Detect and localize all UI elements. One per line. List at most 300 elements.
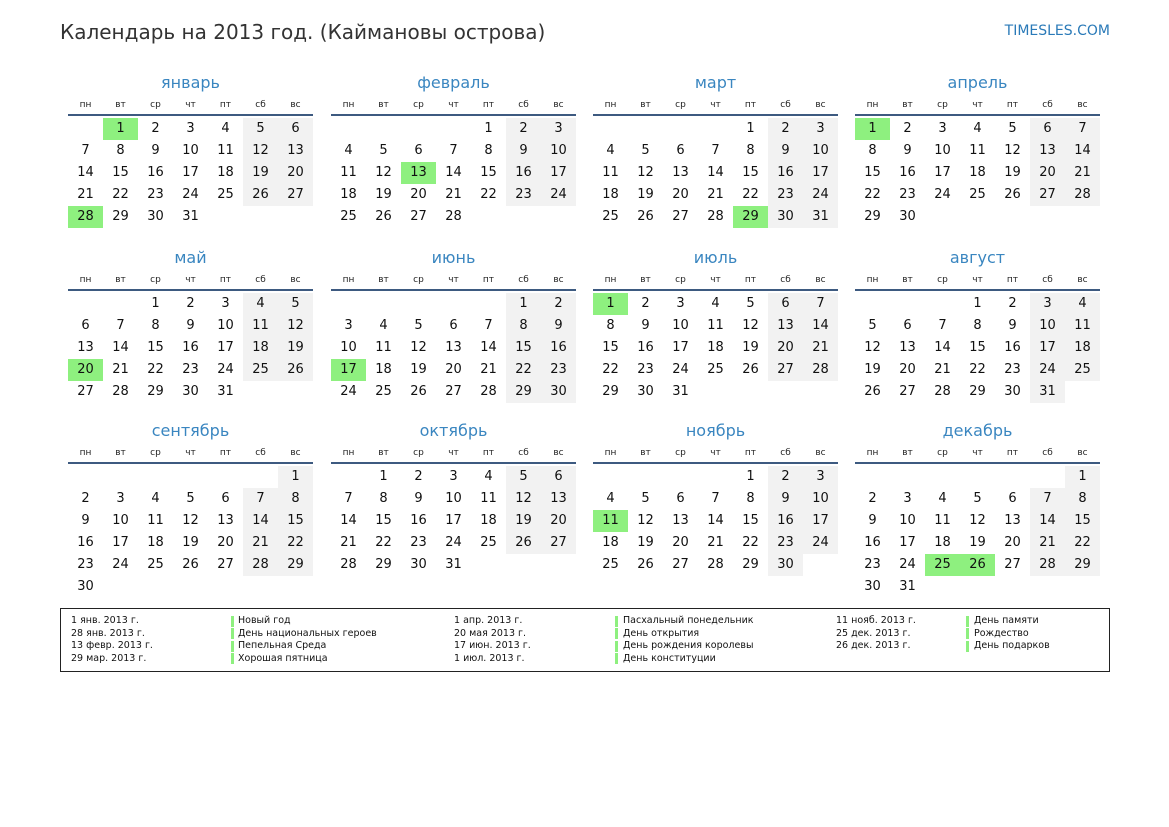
day-cell: 20 — [672, 187, 689, 202]
day-cell: 30 — [768, 554, 803, 576]
day-cell: 22 — [112, 187, 129, 202]
day-cell: 18 — [147, 535, 164, 550]
day-cell: 19 — [1004, 165, 1021, 180]
day-cell: 9 — [81, 513, 90, 528]
day-cell: 14 — [1030, 510, 1065, 532]
day-cell: 25 — [1065, 359, 1100, 381]
day-cell: 16 — [864, 535, 881, 550]
day-cell: 7 — [711, 143, 720, 158]
day-cell: 1 — [484, 121, 493, 136]
day-cell: 27 — [899, 384, 916, 399]
weekday-label: чт — [448, 100, 459, 110]
day-cell: 20 — [1004, 535, 1021, 550]
day-cell: 9 — [186, 318, 195, 333]
day-cell: 27 — [541, 532, 576, 554]
month-block — [593, 73, 838, 228]
holiday-day-cell: 28 — [68, 206, 103, 228]
day-cell: 16 — [1004, 340, 1021, 355]
day-cell: 9 — [414, 491, 423, 506]
day-cell: 29 — [969, 384, 986, 399]
day-cell: 15 — [147, 340, 164, 355]
day-cell: 4 — [344, 143, 353, 158]
weekday-label: ср — [675, 448, 686, 458]
legend-holiday-name: Пасхальный понедельник — [623, 615, 754, 626]
empty-cell — [698, 466, 733, 488]
day-cell: 3 — [541, 118, 576, 140]
day-cell: 6 — [676, 143, 685, 158]
day-cell: 26 — [864, 384, 881, 399]
empty-cell — [628, 118, 663, 140]
holiday-day-cell: 20 — [68, 359, 103, 381]
legend-marker — [231, 628, 234, 639]
day-cell: 30 — [1004, 384, 1021, 399]
day-cell: 7 — [344, 491, 353, 506]
day-cell: 27 — [672, 209, 689, 224]
day-cell: 6 — [414, 143, 423, 158]
weekday-label: сб — [518, 275, 529, 285]
day-cell: 27 — [77, 384, 94, 399]
weekday-label: ср — [937, 275, 948, 285]
day-cell: 7 — [803, 293, 838, 315]
weekday-label: сб — [518, 100, 529, 110]
empty-cell — [401, 293, 436, 315]
day-cell: 26 — [410, 384, 427, 399]
empty-cell — [890, 466, 925, 488]
day-cell: 28 — [707, 557, 724, 572]
day-grid — [331, 118, 576, 228]
day-cell: 29 — [112, 209, 129, 224]
month-name: март — [694, 73, 737, 92]
month-name: июль — [693, 248, 738, 267]
day-cell: 17 — [445, 513, 462, 528]
empty-cell — [925, 466, 960, 488]
day-cell: 3 — [803, 118, 838, 140]
day-cell: 28 — [480, 384, 497, 399]
weekday-label: вс — [815, 275, 826, 285]
legend-date: 20 мая 2013 г. — [454, 627, 527, 639]
day-cell: 5 — [641, 491, 650, 506]
day-cell: 26 — [375, 209, 392, 224]
weekday-label: ср — [413, 100, 424, 110]
day-cell: 11 — [340, 165, 357, 180]
day-cell: 10 — [217, 318, 234, 333]
weekday-header — [593, 98, 838, 116]
day-cell: 8 — [484, 143, 493, 158]
day-cell: 12 — [182, 513, 199, 528]
day-cell: 26 — [506, 532, 541, 554]
day-cell: 8 — [868, 143, 877, 158]
day-cell: 16 — [182, 340, 199, 355]
day-cell: 31 — [803, 206, 838, 228]
day-cell: 19 — [864, 362, 881, 377]
day-cell: 1 — [506, 293, 541, 315]
day-cell: 21 — [77, 187, 94, 202]
weekday-label: вт — [902, 275, 913, 285]
day-cell: 8 — [1065, 488, 1100, 510]
day-cell: 19 — [182, 535, 199, 550]
weekday-label: вс — [1077, 275, 1088, 285]
legend-marker — [615, 653, 618, 664]
day-cell: 17 — [803, 510, 838, 532]
legend-date: 1 янв. 2013 г. — [71, 615, 139, 626]
empty-cell — [995, 466, 1030, 488]
weekday-label: вс — [1077, 100, 1088, 110]
empty-cell — [103, 293, 138, 315]
day-cell: 22 — [506, 359, 541, 381]
day-cell: 15 — [864, 165, 881, 180]
weekday-header — [593, 446, 838, 464]
empty-cell — [331, 466, 366, 488]
day-cell: 27 — [768, 359, 803, 381]
day-cell: 5 — [186, 491, 195, 506]
day-cell: 21 — [803, 337, 838, 359]
empty-cell — [103, 466, 138, 488]
legend-date: 1 апр. 2013 г. — [454, 615, 523, 626]
day-cell: 5 — [414, 318, 423, 333]
day-cell: 5 — [379, 143, 388, 158]
day-cell: 25 — [243, 359, 278, 381]
day-grid — [855, 466, 1100, 598]
day-cell: 11 — [707, 318, 724, 333]
day-cell: 19 — [637, 187, 654, 202]
day-cell: 30 — [182, 384, 199, 399]
day-cell: 18 — [602, 535, 619, 550]
day-cell: 2 — [768, 118, 803, 140]
day-cell: 24 — [1030, 359, 1065, 381]
weekday-label: вт — [640, 275, 651, 285]
day-cell: 23 — [410, 535, 427, 550]
day-cell: 30 — [864, 579, 881, 594]
day-cell: 18 — [934, 535, 951, 550]
day-cell: 13 — [672, 513, 689, 528]
day-cell: 30 — [147, 209, 164, 224]
day-cell: 24 — [934, 187, 951, 202]
weekday-label: ср — [675, 100, 686, 110]
day-cell: 15 — [742, 513, 759, 528]
weekday-label: вт — [115, 275, 126, 285]
legend-marker — [615, 616, 618, 627]
weekday-label: ср — [413, 448, 424, 458]
day-cell: 10 — [112, 513, 129, 528]
legend-marker — [615, 628, 618, 639]
day-cell: 13 — [1004, 513, 1021, 528]
day-cell: 31 — [182, 209, 199, 224]
legend-marker — [966, 616, 969, 627]
day-cell: 30 — [637, 384, 654, 399]
day-cell: 1 — [973, 296, 982, 311]
weekday-label: пн — [866, 275, 879, 285]
day-cell: 3 — [116, 491, 125, 506]
day-cell: 21 — [707, 187, 724, 202]
empty-cell — [1030, 466, 1065, 488]
day-cell: 23 — [541, 359, 576, 381]
day-cell: 16 — [899, 165, 916, 180]
day-cell: 20 — [672, 535, 689, 550]
legend-marker — [231, 653, 234, 664]
empty-cell — [138, 466, 173, 488]
day-cell: 14 — [707, 513, 724, 528]
day-cell: 21 — [340, 535, 357, 550]
day-cell: 10 — [803, 140, 838, 162]
day-cell: 11 — [969, 143, 986, 158]
day-cell: 18 — [480, 513, 497, 528]
day-cell: 10 — [340, 340, 357, 355]
month-block — [855, 73, 1100, 228]
day-cell: 19 — [969, 535, 986, 550]
weekday-label: пт — [744, 100, 757, 110]
day-cell: 31 — [672, 384, 689, 399]
day-cell: 20 — [445, 362, 462, 377]
day-cell: 3 — [221, 296, 230, 311]
day-cell: 9 — [768, 488, 803, 510]
empty-cell — [68, 466, 103, 488]
legend-holiday-name: День памяти — [974, 615, 1039, 626]
day-cell: 29 — [602, 384, 619, 399]
day-cell: 6 — [221, 491, 230, 506]
day-cell: 11 — [147, 513, 164, 528]
month-block — [855, 421, 1100, 598]
holiday-day-cell: 1 — [103, 118, 138, 140]
weekday-label: вс — [553, 100, 564, 110]
day-grid — [593, 118, 838, 228]
day-cell: 26 — [278, 359, 313, 381]
legend-date: 28 янв. 2013 г. — [71, 627, 145, 639]
weekday-label: пн — [79, 275, 92, 285]
empty-cell — [68, 293, 103, 315]
weekday-label: сб — [1042, 100, 1053, 110]
day-cell: 5 — [506, 466, 541, 488]
weekday-label: вт — [902, 448, 913, 458]
weekday-label: пт — [482, 100, 495, 110]
weekday-label: вс — [290, 448, 301, 458]
day-cell: 6 — [541, 466, 576, 488]
day-cell: 20 — [278, 162, 313, 184]
day-cell: 17 — [112, 535, 129, 550]
day-cell: 2 — [414, 469, 423, 484]
day-cell: 17 — [672, 340, 689, 355]
weekday-header — [855, 446, 1100, 464]
day-cell: 25 — [707, 362, 724, 377]
empty-cell — [698, 118, 733, 140]
day-cell: 14 — [480, 340, 497, 355]
weekday-header — [68, 273, 313, 291]
day-cell: 8 — [278, 488, 313, 510]
weekday-header — [855, 273, 1100, 291]
weekday-label: ср — [150, 448, 161, 458]
day-cell: 4 — [606, 143, 615, 158]
day-cell: 16 — [147, 165, 164, 180]
day-cell: 28 — [340, 557, 357, 572]
day-cell: 17 — [1030, 337, 1065, 359]
day-cell: 23 — [768, 532, 803, 554]
day-cell: 23 — [182, 362, 199, 377]
day-cell: 21 — [934, 362, 951, 377]
month-name: август — [949, 248, 1006, 267]
day-cell: 12 — [506, 488, 541, 510]
day-cell: 23 — [1004, 362, 1021, 377]
weekday-label: вс — [1077, 448, 1088, 458]
weekday-header — [331, 98, 576, 116]
day-cell: 9 — [506, 140, 541, 162]
site-link[interactable]: TIMESLES.COM — [1004, 23, 1110, 39]
day-cell: 9 — [768, 140, 803, 162]
day-cell: 24 — [445, 535, 462, 550]
day-cell: 12 — [410, 340, 427, 355]
empty-cell — [243, 466, 278, 488]
day-cell: 20 — [768, 337, 803, 359]
legend-marker — [231, 641, 234, 652]
empty-cell — [401, 118, 436, 140]
day-cell: 19 — [637, 535, 654, 550]
day-cell: 7 — [1030, 488, 1065, 510]
weekday-label: пт — [482, 275, 495, 285]
day-cell: 23 — [899, 187, 916, 202]
day-cell: 17 — [934, 165, 951, 180]
day-cell: 12 — [969, 513, 986, 528]
day-cell: 2 — [151, 121, 160, 136]
day-cell: 24 — [112, 557, 129, 572]
weekday-label: сб — [780, 275, 791, 285]
day-cell: 15 — [969, 340, 986, 355]
day-cell: 15 — [112, 165, 129, 180]
day-cell: 21 — [707, 535, 724, 550]
day-cell: 28 — [1065, 184, 1100, 206]
empty-cell — [68, 118, 103, 140]
day-cell: 22 — [147, 362, 164, 377]
day-cell: 6 — [278, 118, 313, 140]
day-cell: 8 — [379, 491, 388, 506]
day-cell: 10 — [934, 143, 951, 158]
day-cell: 24 — [182, 187, 199, 202]
legend-date: 29 мар. 2013 г. — [71, 652, 147, 664]
day-cell: 28 — [707, 209, 724, 224]
weekday-label: пн — [79, 448, 92, 458]
month-name: октябрь — [419, 421, 488, 440]
day-cell: 19 — [742, 340, 759, 355]
day-cell: 5 — [868, 318, 877, 333]
holiday-day-cell: 17 — [331, 359, 366, 381]
weekday-label: вт — [378, 275, 389, 285]
weekday-header — [331, 273, 576, 291]
day-cell: 12 — [278, 315, 313, 337]
day-cell: 23 — [77, 557, 94, 572]
day-cell: 6 — [81, 318, 90, 333]
weekday-label: пн — [866, 448, 879, 458]
day-cell: 15 — [480, 165, 497, 180]
day-cell: 25 — [340, 209, 357, 224]
day-cell: 8 — [116, 143, 125, 158]
day-cell: 9 — [151, 143, 160, 158]
day-cell: 18 — [707, 340, 724, 355]
weekday-label: чт — [972, 100, 983, 110]
empty-cell — [471, 293, 506, 315]
legend-holiday-name: Рождество — [974, 627, 1029, 639]
weekday-label: сб — [255, 275, 266, 285]
day-cell: 21 — [480, 362, 497, 377]
day-cell: 18 — [217, 165, 234, 180]
weekday-label: вс — [290, 275, 301, 285]
day-cell: 7 — [938, 318, 947, 333]
month-name: июнь — [431, 248, 476, 267]
weekday-label: пн — [604, 448, 617, 458]
day-cell: 26 — [243, 184, 278, 206]
weekday-label: ср — [150, 275, 161, 285]
day-cell: 29 — [864, 209, 881, 224]
legend-date: 13 февр. 2013 г. — [71, 640, 153, 651]
day-cell: 14 — [445, 165, 462, 180]
legend-holiday-name: День подарков — [974, 640, 1050, 651]
day-cell: 10 — [541, 140, 576, 162]
day-cell: 11 — [602, 165, 619, 180]
weekday-label: пн — [342, 275, 355, 285]
day-cell: 19 — [410, 362, 427, 377]
weekday-header — [855, 98, 1100, 116]
day-cell: 25 — [217, 187, 234, 202]
month-block — [855, 248, 1100, 403]
day-grid — [68, 293, 313, 403]
month-name: май — [174, 248, 207, 267]
weekday-label: пт — [1006, 448, 1019, 458]
day-cell: 13 — [445, 340, 462, 355]
day-cell: 23 — [506, 184, 541, 206]
day-cell: 23 — [864, 557, 881, 572]
holiday-legend — [60, 608, 1110, 672]
day-cell: 18 — [602, 187, 619, 202]
weekday-label: чт — [185, 100, 196, 110]
day-cell: 13 — [899, 340, 916, 355]
day-cell: 22 — [864, 187, 881, 202]
day-cell: 24 — [899, 557, 916, 572]
day-cell: 2 — [641, 296, 650, 311]
day-cell: 20 — [410, 187, 427, 202]
empty-cell — [925, 293, 960, 315]
month-block — [331, 421, 576, 576]
day-cell: 18 — [1065, 337, 1100, 359]
day-cell: 7 — [243, 488, 278, 510]
day-grid — [593, 466, 838, 576]
weekday-label: чт — [972, 275, 983, 285]
day-cell: 15 — [278, 510, 313, 532]
day-cell: 20 — [541, 510, 576, 532]
day-cell: 14 — [707, 165, 724, 180]
day-cell: 25 — [375, 384, 392, 399]
day-cell: 19 — [506, 510, 541, 532]
legend-holiday-name: Новый год — [238, 615, 291, 626]
day-cell: 8 — [746, 143, 755, 158]
weekday-label: вс — [553, 448, 564, 458]
day-cell: 26 — [182, 557, 199, 572]
legend-date: 17 июн. 2013 г. — [454, 640, 531, 651]
holiday-day-cell: 1 — [855, 118, 890, 140]
day-cell: 3 — [903, 491, 912, 506]
day-cell: 2 — [186, 296, 195, 311]
legend-marker — [966, 641, 969, 652]
weekday-label: чт — [448, 275, 459, 285]
legend-marker — [966, 628, 969, 639]
day-cell: 9 — [903, 143, 912, 158]
day-cell: 14 — [340, 513, 357, 528]
month-block — [68, 73, 313, 228]
page-title: Календарь на 2013 год. (Каймановы острова) — [60, 20, 546, 44]
weekday-label: вт — [115, 100, 126, 110]
day-cell: 3 — [676, 296, 685, 311]
day-cell: 28 — [934, 384, 951, 399]
day-cell: 25 — [602, 209, 619, 224]
day-cell: 14 — [243, 510, 278, 532]
day-cell: 18 — [243, 337, 278, 359]
weekday-label: сб — [255, 448, 266, 458]
month-block — [68, 248, 313, 403]
